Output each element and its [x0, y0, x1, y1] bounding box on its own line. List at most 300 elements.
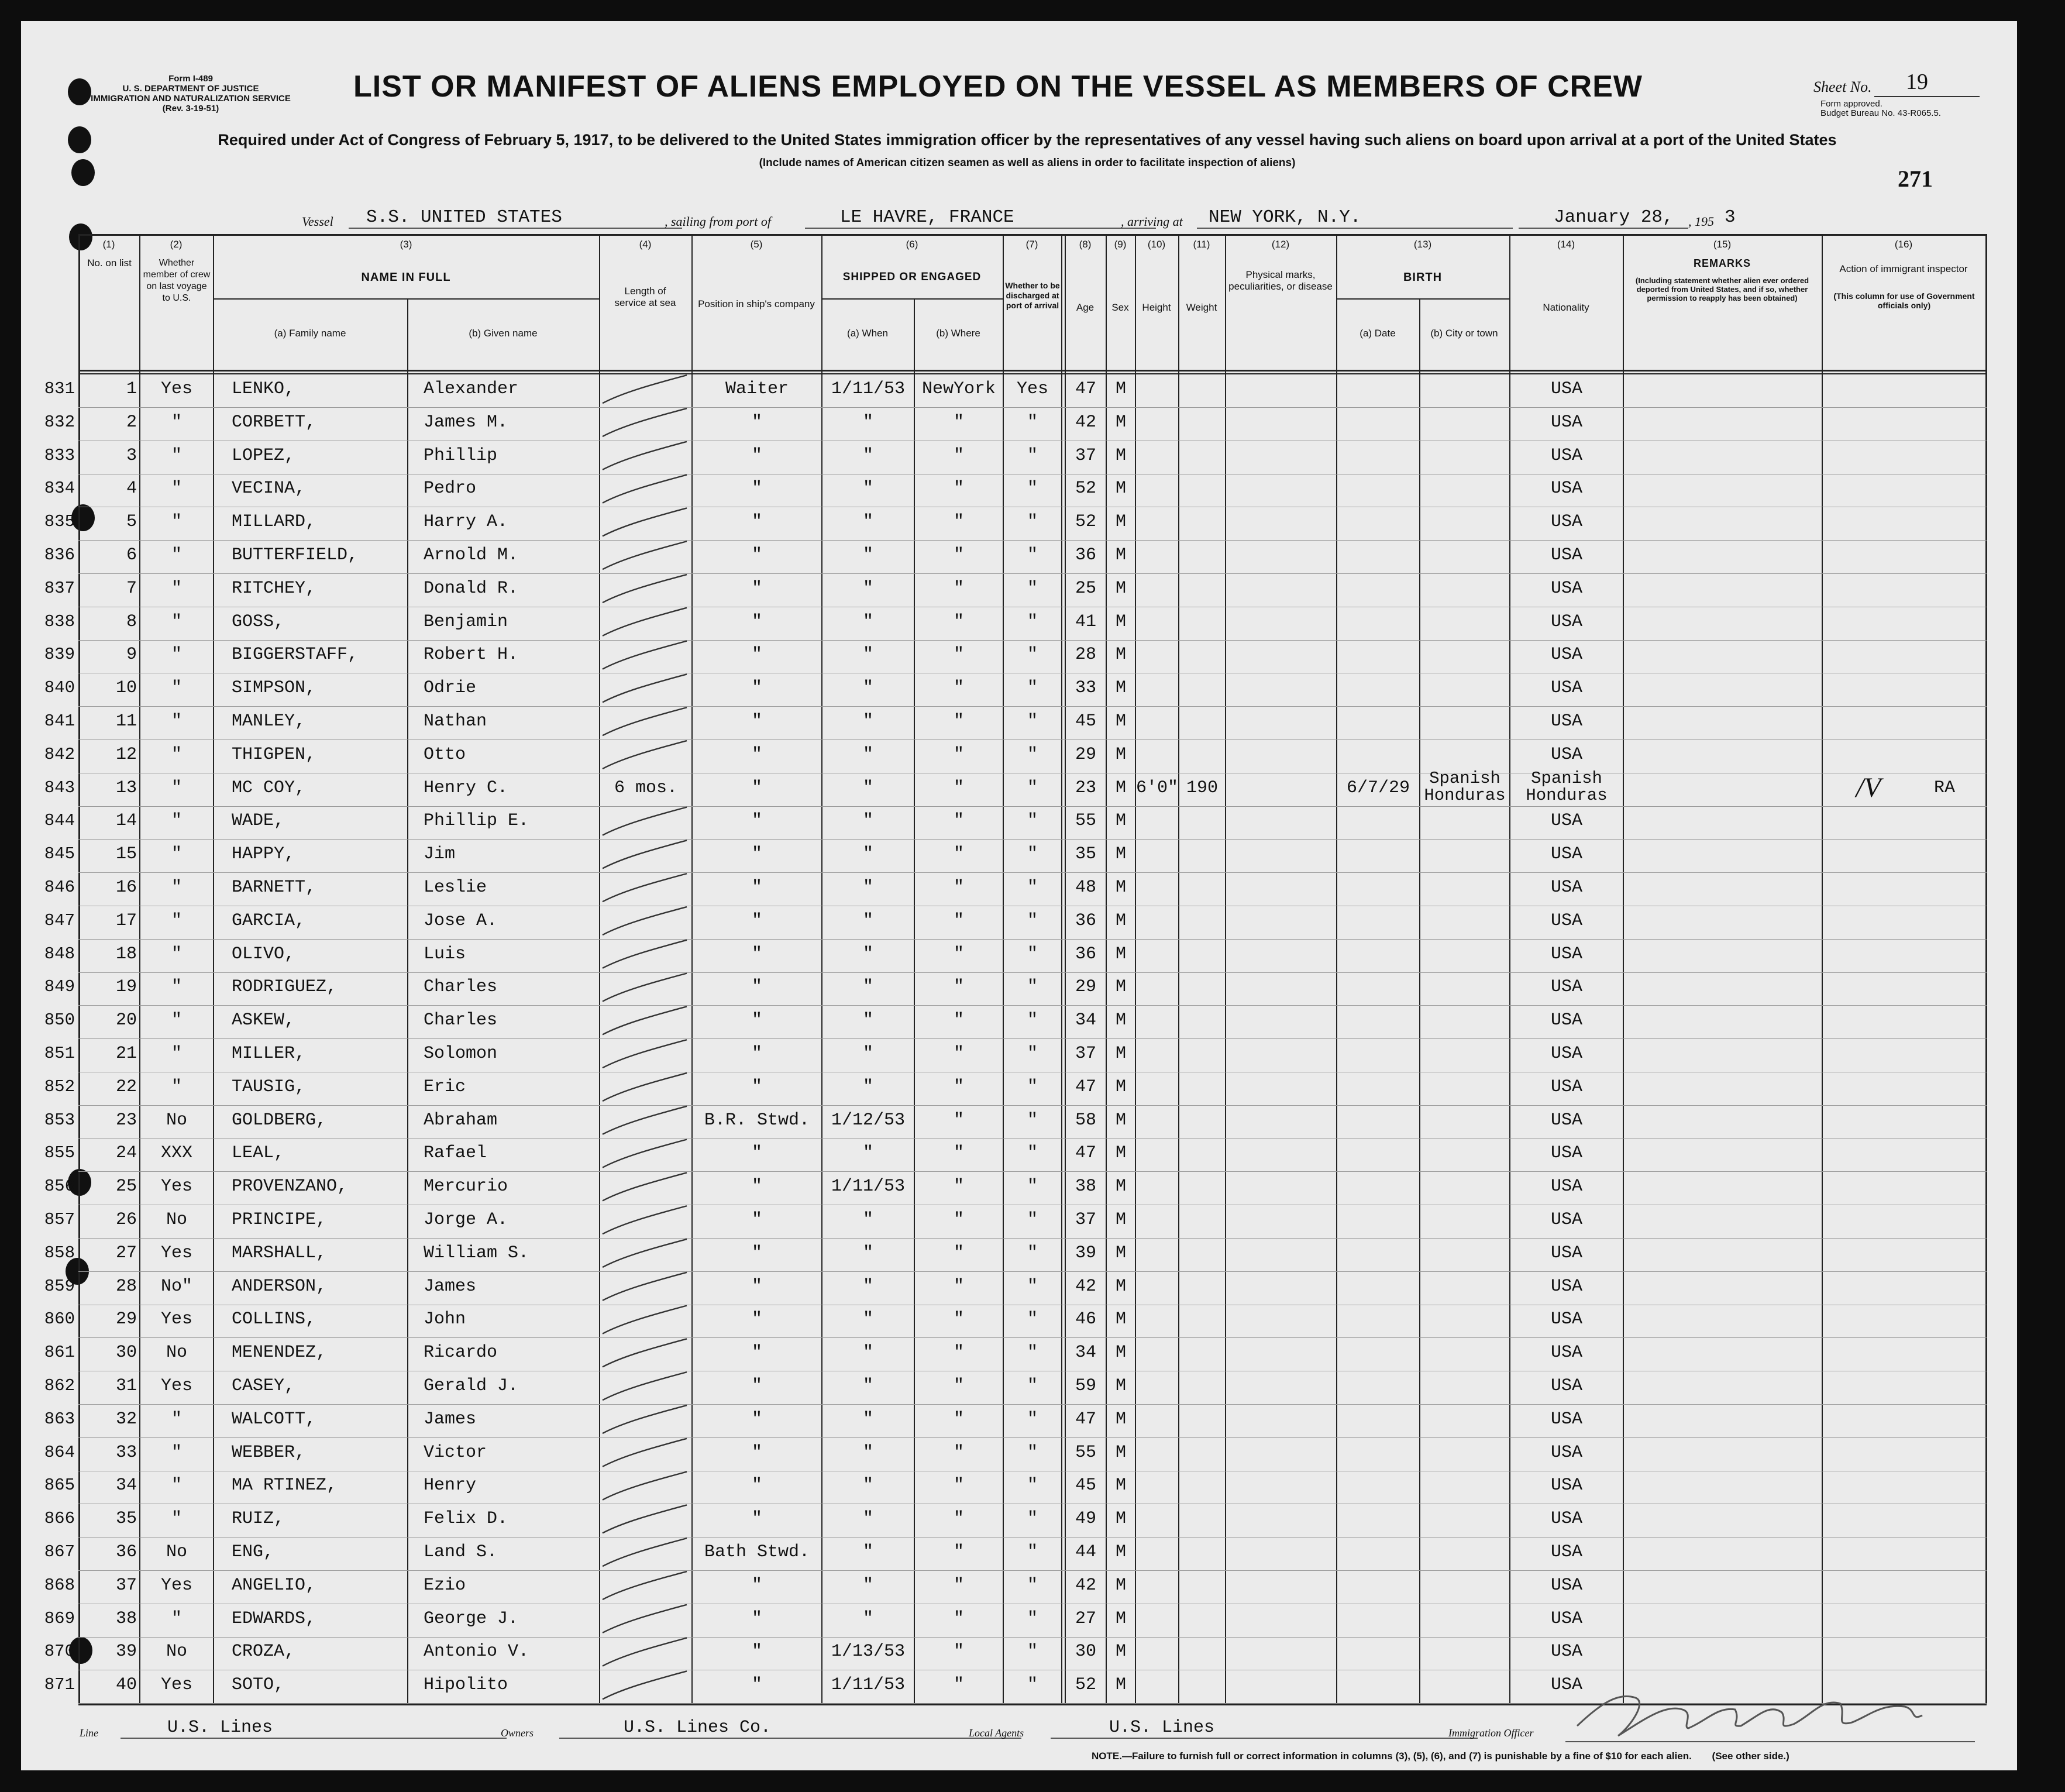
service-stroke	[603, 541, 687, 569]
table-row	[44, 1604, 1987, 1638]
cell-line-number: 29	[115, 1309, 137, 1329]
cell-sex: M	[1115, 1143, 1126, 1163]
cell-discharged: "	[1027, 1210, 1038, 1230]
cell-line-number: 36	[115, 1542, 137, 1562]
cell-age: 36	[1075, 545, 1096, 565]
service-stroke	[603, 674, 687, 702]
table-row	[44, 1106, 1987, 1139]
cell-sex: M	[1115, 1110, 1126, 1130]
cell-line-number: 25	[115, 1177, 137, 1196]
table-row	[44, 1637, 1987, 1670]
cell-nationality: USA	[1550, 1343, 1582, 1363]
cell-serial: 866	[44, 1509, 75, 1528]
crew-rows	[44, 374, 1987, 1704]
cell-shipped-where: "	[953, 745, 964, 765]
cell-age: 47	[1075, 1409, 1096, 1429]
cell-crew-last-voyage: "	[171, 1509, 182, 1529]
cell-age: 42	[1075, 1277, 1096, 1296]
cell-sex: M	[1115, 844, 1126, 864]
subtitle: Required under Act of Congress of February 5, 1917, to be delivered to the United States immigration officer by the representatives of any vessel having such aliens on board upon arrival at a port of the United States	[218, 131, 1837, 149]
cell-family-name: LENKO,	[232, 379, 295, 399]
cell-age: 27	[1075, 1609, 1096, 1629]
cell-family-name: ANDERSON,	[232, 1277, 327, 1296]
cell-crew-last-voyage: "	[171, 579, 182, 599]
line-label: Line	[80, 1727, 99, 1739]
col-header-where: (b) Where	[936, 328, 980, 339]
table-row	[44, 607, 1987, 641]
cell-line-number: 23	[115, 1110, 137, 1130]
cell-nationality: USA	[1550, 1210, 1582, 1230]
cell-crew-last-voyage: "	[171, 911, 182, 931]
cell-shipped-where: "	[953, 1210, 964, 1230]
cell-sex: M	[1115, 446, 1126, 466]
cell-nationality: USA	[1550, 977, 1582, 997]
cell-position: Waiter	[725, 379, 789, 399]
cell-line-number: 20	[115, 1010, 137, 1030]
cell-crew-last-voyage: "	[171, 811, 182, 831]
vessel-label: Vessel	[302, 214, 333, 229]
cell-shipped-where: "	[953, 678, 964, 698]
cell-position: "	[751, 1309, 762, 1329]
cell-shipped-when: 1/11/53	[831, 1177, 906, 1196]
service-stroke	[603, 873, 687, 902]
cell-serial: 861	[44, 1343, 75, 1362]
cell-discharged: "	[1027, 446, 1038, 466]
cell-nationality: USA	[1550, 1243, 1582, 1263]
cell-discharged: "	[1027, 778, 1038, 798]
table-row	[44, 972, 1987, 1006]
cell-family-name: MARSHALL,	[232, 1243, 327, 1263]
table-row	[44, 574, 1987, 607]
cell-line-number: 7	[126, 579, 137, 599]
cell-sex: M	[1115, 412, 1126, 432]
cell-shipped-where: "	[953, 1309, 964, 1329]
cell-discharged: "	[1027, 1675, 1038, 1695]
cell-serial: 831	[44, 379, 75, 398]
table-row	[44, 640, 1987, 673]
cell-line-number: 13	[115, 778, 137, 798]
cell-family-name: TAUSIG,	[232, 1077, 306, 1097]
col-number: (5)	[750, 239, 763, 250]
cell-shipped-where: "	[953, 1177, 964, 1196]
cell-shipped-when: "	[862, 645, 873, 665]
cell-family-name: RUIZ,	[232, 1509, 285, 1529]
cell-given-name: Henry C.	[424, 778, 508, 798]
year-prefix: , 195	[1688, 214, 1714, 229]
cell-serial: 846	[44, 878, 75, 897]
cell-given-name: Antonio V.	[424, 1642, 529, 1662]
cell-given-name: Pedro	[424, 479, 477, 498]
cell-given-name: Leslie	[424, 878, 487, 897]
cell-nationality: USA	[1550, 1277, 1582, 1296]
cell-height: 6'0"	[1135, 778, 1178, 798]
cell-line-number: 22	[115, 1077, 137, 1097]
cell-discharged: "	[1027, 711, 1038, 731]
col-header-crew: Whether member of crew on last voyage to U.S.	[143, 258, 211, 303]
cell-line-number: 5	[126, 512, 137, 532]
col-header-given: (b) Given name	[469, 328, 538, 339]
cell-shipped-when: "	[862, 1010, 873, 1030]
service-stroke	[603, 1172, 687, 1201]
cell-discharged: "	[1027, 1110, 1038, 1130]
cell-crew-last-voyage: Yes	[160, 1675, 192, 1695]
cell-position: "	[751, 1376, 762, 1396]
cell-shipped-where: "	[953, 1443, 964, 1463]
cell-shipped-where: "	[953, 711, 964, 731]
cell-line-number: 32	[115, 1409, 137, 1429]
cell-line-number: 17	[115, 911, 137, 931]
cell-nationality: USA	[1550, 1443, 1582, 1463]
service-stroke	[603, 1372, 687, 1400]
cell-shipped-when: 1/12/53	[831, 1110, 906, 1130]
service-stroke	[603, 1073, 687, 1101]
cell-age: 42	[1075, 1576, 1096, 1595]
cell-sex: M	[1115, 944, 1126, 964]
cell-shipped-where: "	[953, 579, 964, 599]
service-stroke	[603, 608, 687, 636]
cell-position: "	[751, 1443, 762, 1463]
cell-position: "	[751, 711, 762, 731]
cell-line-number: 12	[115, 745, 137, 765]
service-stroke	[603, 641, 687, 669]
table-row	[44, 474, 1987, 507]
cell-given-name: Solomon	[424, 1044, 498, 1064]
cell-age: 36	[1075, 911, 1096, 931]
cell-serial: 835	[44, 512, 75, 531]
cell-crew-last-voyage: "	[171, 1475, 182, 1495]
local-agents-value: U.S. Lines	[1051, 1718, 1478, 1739]
cell-shipped-when: "	[862, 678, 873, 698]
cell-shipped-where: "	[953, 479, 964, 498]
cell-age: 49	[1075, 1509, 1096, 1529]
cell-given-name: Land S.	[424, 1542, 498, 1562]
footer-note	[1092, 1750, 1789, 1762]
cell-discharged: "	[1027, 1177, 1038, 1196]
cell-serial: 839	[44, 645, 75, 664]
year-suffix: 3	[1725, 207, 1736, 228]
cell-position: "	[751, 1010, 762, 1030]
cell-crew-last-voyage: "	[171, 512, 182, 532]
cell-serial: 843	[44, 778, 75, 797]
officer-signature	[1565, 1680, 1940, 1745]
manifest-page	[21, 21, 2017, 1770]
cell-given-name: Victor	[424, 1443, 487, 1463]
cell-nationality: USA	[1550, 612, 1582, 632]
cell-serial: 863	[44, 1409, 75, 1429]
col-number: (1)	[102, 239, 115, 250]
cell-discharged: "	[1027, 479, 1038, 498]
cell-sex: M	[1115, 911, 1126, 931]
service-stroke	[603, 1472, 687, 1500]
cell-discharged: Yes	[1016, 379, 1048, 399]
col-number: (16)	[1894, 239, 1913, 250]
cell-crew-last-voyage: "	[171, 612, 182, 632]
cell-nationality: USA	[1550, 878, 1582, 897]
cell-family-name: THIGPEN,	[232, 745, 316, 765]
col-header-family: (a) Family name	[274, 328, 346, 339]
cell-position: "	[751, 1044, 762, 1064]
cell-serial: 851	[44, 1044, 75, 1063]
cell-nationality: USA	[1550, 1475, 1582, 1495]
cell-shipped-where: "	[953, 1675, 964, 1695]
cell-age: 52	[1075, 1675, 1096, 1695]
sheet-number: 19	[1906, 70, 1928, 94]
cell-given-name: Alexander	[424, 379, 519, 399]
cell-position: "	[751, 911, 762, 931]
col-header-sex: Sex	[1111, 302, 1129, 313]
cell-sex: M	[1115, 645, 1126, 665]
cell-family-name: PRINCIPE,	[232, 1210, 327, 1230]
cell-discharged: "	[1027, 911, 1038, 931]
cell-discharged: "	[1027, 412, 1038, 432]
cell-line-number: 3	[126, 446, 137, 466]
table-row	[44, 541, 1987, 574]
sheet-label: Sheet No.	[1813, 78, 1872, 95]
col-number: (3)	[400, 239, 412, 250]
cell-age: 36	[1075, 944, 1096, 964]
cell-sex: M	[1115, 1010, 1126, 1030]
cell-shipped-when: 1/13/53	[831, 1642, 906, 1662]
cell-given-name: Otto	[424, 745, 466, 765]
cell-line-number: 6	[126, 545, 137, 565]
cell-sex: M	[1115, 977, 1126, 997]
cell-nationality: USA	[1550, 1110, 1582, 1130]
cell-shipped-where: "	[953, 1343, 964, 1363]
cell-age: 35	[1075, 844, 1096, 864]
cell-serial: 849	[44, 977, 75, 996]
cell-shipped-when: "	[862, 1077, 873, 1097]
line-value: U.S. Lines	[121, 1718, 507, 1739]
approved-line: Form approved.	[1820, 99, 1882, 109]
service-line: IMMIGRATION AND NATURALIZATION SERVICE	[91, 94, 291, 104]
cell-nationality: USA	[1550, 1509, 1582, 1529]
cell-given-name: Eric	[424, 1077, 466, 1097]
cell-age: 29	[1075, 977, 1096, 997]
cell-family-name: OLIVO,	[232, 944, 295, 964]
cell-given-name: Jose A.	[424, 911, 498, 931]
cell-nationality: USA	[1550, 745, 1582, 765]
cell-given-name: Charles	[424, 977, 498, 997]
cell-line-number: 28	[115, 1277, 137, 1296]
cell-given-name: Ricardo	[424, 1343, 498, 1363]
cell-position: "	[751, 1609, 762, 1629]
service-stroke	[603, 1106, 687, 1134]
cell-line-number: 15	[115, 844, 137, 864]
cell-nationality: USA	[1550, 446, 1582, 466]
cell-age: 42	[1075, 412, 1096, 432]
cell-serial: 848	[44, 944, 75, 964]
cell-crew-last-voyage: "	[171, 1077, 182, 1097]
cell-nationality: USA	[1550, 1609, 1582, 1629]
cell-position: "	[751, 745, 762, 765]
service-stroke	[603, 1339, 687, 1367]
cell-nationality: USA	[1550, 1409, 1582, 1429]
cell-serial: 833	[44, 446, 75, 465]
cell-age: 25	[1075, 579, 1096, 599]
cell-nationality: USA	[1550, 512, 1582, 532]
cell-birth-city: Spanish Honduras	[1424, 769, 1506, 805]
cell-line-number: 40	[115, 1675, 137, 1695]
cell-sex: M	[1115, 1443, 1126, 1463]
cell-sex: M	[1115, 1675, 1126, 1695]
cell-crew-last-voyage: "	[171, 944, 182, 964]
table-row	[44, 673, 1987, 707]
cell-given-name: Rafael	[424, 1143, 487, 1163]
cell-shipped-when: "	[862, 1210, 873, 1230]
cell-nationality: USA	[1550, 944, 1582, 964]
cell-nationality: USA	[1550, 911, 1582, 931]
cell-line-number: 9	[126, 645, 137, 665]
cell-age: 46	[1075, 1309, 1096, 1329]
cell-sex: M	[1115, 1509, 1126, 1529]
cell-family-name: WEBBER,	[232, 1443, 306, 1463]
cell-serial: 852	[44, 1077, 75, 1096]
table-row	[44, 906, 1987, 940]
cell-shipped-where: "	[953, 1277, 964, 1296]
cell-position: "	[751, 1210, 762, 1230]
document-number: 271	[1898, 166, 1933, 192]
cell-line-number: 24	[115, 1143, 137, 1163]
cell-shipped-when: "	[862, 711, 873, 731]
col-header-nationality: Nationality	[1543, 302, 1589, 313]
cell-given-name: John	[424, 1309, 466, 1329]
cell-discharged: "	[1027, 878, 1038, 897]
cell-age: 38	[1075, 1177, 1096, 1196]
service-stroke	[603, 741, 687, 769]
service-strokes	[599, 374, 691, 1704]
cell-given-name: Phillip E.	[424, 811, 529, 831]
cell-line-number: 2	[126, 412, 137, 432]
cell-given-name: James	[424, 1409, 477, 1429]
cell-position: "	[751, 1177, 762, 1196]
cell-serial: 837	[44, 579, 75, 598]
cell-age: 39	[1075, 1243, 1096, 1263]
cell-sex: M	[1115, 811, 1126, 831]
table-row	[44, 1504, 1987, 1538]
cell-discharged: "	[1027, 678, 1038, 698]
cell-serial: 856	[44, 1177, 75, 1196]
cell-shipped-where: "	[953, 778, 964, 798]
cell-nationality: USA	[1550, 1077, 1582, 1097]
cell-discharged: "	[1027, 1542, 1038, 1562]
cell-family-name: HAPPY,	[232, 844, 295, 864]
cell-shipped-when: 1/11/53	[831, 1675, 906, 1695]
cell-serial: 865	[44, 1475, 75, 1495]
col-header-birth: BIRTH	[1403, 271, 1443, 284]
col-number: (6)	[906, 239, 918, 250]
cell-line-number: 10	[115, 678, 137, 698]
cell-birth-date: 6/7/29	[1346, 778, 1410, 798]
cell-crew-last-voyage: "	[171, 745, 182, 765]
cell-shipped-when: 1/11/53	[831, 379, 906, 399]
cell-shipped-where: "	[953, 1642, 964, 1662]
service-stroke	[603, 1505, 687, 1533]
cell-given-name: Charles	[424, 1010, 498, 1030]
cell-family-name: BARNETT,	[232, 878, 316, 897]
cell-nationality: USA	[1550, 545, 1582, 565]
cell-crew-last-voyage: "	[171, 1010, 182, 1030]
table-row	[44, 707, 1987, 740]
cell-position: "	[751, 579, 762, 599]
cell-shipped-when: "	[862, 1044, 873, 1064]
cell-shipped-when: "	[862, 446, 873, 466]
cell-crew-last-voyage: Yes	[160, 1309, 192, 1329]
cell-position: "	[751, 844, 762, 864]
cell-family-name: ANGELIO,	[232, 1576, 316, 1595]
col-header-action-note: (This column for use of Government officials only)	[1833, 291, 1975, 310]
cell-age: 30	[1075, 1642, 1096, 1662]
cell-nationality: USA	[1550, 1010, 1582, 1030]
budget-line: Budget Bureau No. 43-R065.5.	[1820, 108, 1941, 118]
cell-shipped-where: "	[953, 811, 964, 831]
service-stroke	[603, 907, 687, 935]
subtitle-note: (Include names of American citizen seamen as well as aliens in order to facilitate inspection of aliens)	[759, 157, 1296, 169]
cell-shipped-when: "	[862, 1409, 873, 1429]
cell-position: "	[751, 678, 762, 698]
col-header-age: Age	[1076, 302, 1095, 313]
cell-discharged: "	[1027, 944, 1038, 964]
cell-nationality: USA	[1550, 1309, 1582, 1329]
col-number: (7)	[1025, 239, 1038, 250]
cell-shipped-where: "	[953, 977, 964, 997]
cell-line-number: 8	[126, 612, 137, 632]
cell-position: "	[751, 1509, 762, 1529]
cell-serial: 847	[44, 911, 75, 930]
cell-given-name: Arnold M.	[424, 545, 519, 565]
cell-sex: M	[1115, 1376, 1126, 1396]
punch-hole	[68, 126, 91, 153]
cell-line-number: 30	[115, 1343, 137, 1363]
form-identifier	[56, 74, 325, 113]
cell-shipped-where: "	[953, 446, 964, 466]
crew-table	[44, 234, 1987, 1704]
sailing-from-label: , sailing from port of	[665, 214, 771, 229]
cell-age: 29	[1075, 745, 1096, 765]
cell-sex: M	[1115, 1309, 1126, 1329]
cell-serial: 869	[44, 1609, 75, 1628]
cell-given-name: Felix D.	[424, 1509, 508, 1529]
birth-subheader-rule	[1336, 298, 1509, 300]
cell-sex: M	[1115, 612, 1126, 632]
cell-age: 41	[1075, 612, 1096, 632]
cell-discharged: "	[1027, 1443, 1038, 1463]
cell-nationality: USA	[1550, 1542, 1582, 1562]
cell-position: Bath Stwd.	[704, 1542, 810, 1562]
cell-sex: M	[1115, 379, 1126, 399]
table-row	[44, 374, 1987, 408]
cell-family-name: ASKEW,	[232, 1010, 295, 1030]
immigration-officer-label: Immigration Officer	[1448, 1727, 1534, 1739]
service-stroke	[603, 1040, 687, 1068]
cell-shipped-when: "	[862, 1343, 873, 1363]
col-header-remarks-note: (Including statement whether alien ever ordered deported from United States, and if so, whether permission to reapply has been obtained)	[1635, 276, 1809, 302]
cell-shipped-where: "	[953, 1110, 964, 1130]
cell-family-name: RITCHEY,	[232, 579, 316, 599]
cell-discharged: "	[1027, 1642, 1038, 1662]
cell-crew-last-voyage: No"	[160, 1277, 192, 1296]
cell-discharged: "	[1027, 1509, 1038, 1529]
cell-given-name: William S.	[424, 1243, 529, 1263]
service-stroke	[603, 1140, 687, 1168]
cell-discharged: "	[1027, 1044, 1038, 1064]
cell-crew-last-voyage: "	[171, 446, 182, 466]
cell-position: "	[751, 944, 762, 964]
cell-discharged: "	[1027, 1277, 1038, 1296]
cell-shipped-when: "	[862, 1609, 873, 1629]
cell-serial: 834	[44, 479, 75, 498]
cell-crew-last-voyage: No	[166, 1542, 187, 1562]
cell-shipped-when: "	[862, 1243, 873, 1263]
